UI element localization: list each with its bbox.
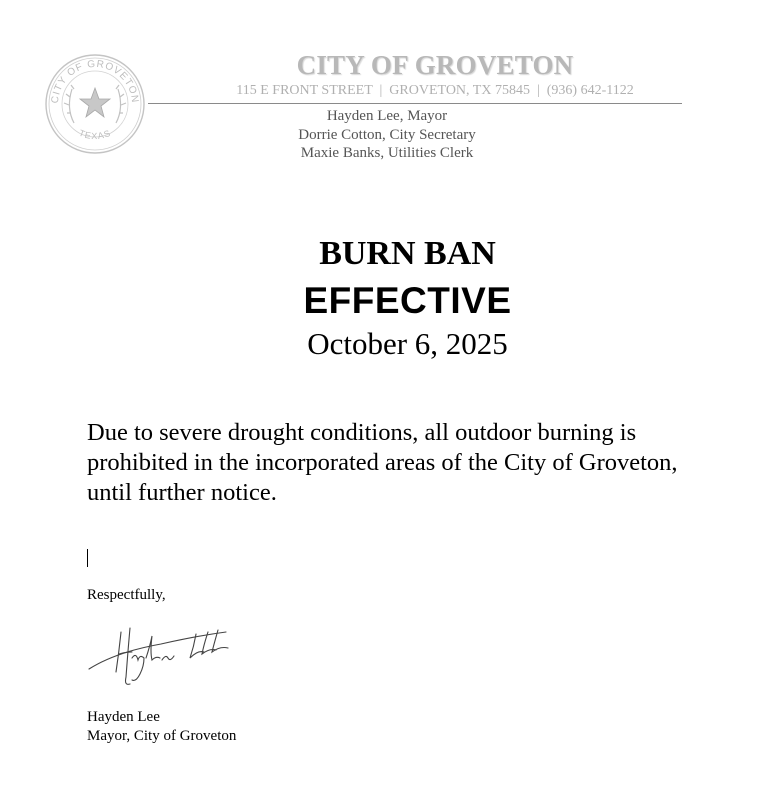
official-secretary: Dorrie Cotton, City Secretary <box>298 126 476 143</box>
notice-body: Due to severe drought conditions, all outdoor burning is prohibited in the incorporated areas of the City of Groveton, until further notice. <box>87 419 678 506</box>
closing-salutation: Respectfully, <box>87 587 166 603</box>
city-address: 115 E FRONT STREET | GROVETON, TX 75845 | (936) 642-1122 <box>236 83 634 98</box>
signature <box>86 622 236 687</box>
svg-text:TEXAS <box>77 128 112 141</box>
city-name-heading: CITY OF GROVETON <box>296 50 574 80</box>
officials-list <box>200 107 574 163</box>
official-clerk: Maxie Banks, Utilities Clerk <box>300 145 474 161</box>
official-mayor: Hayden Lee, Mayor <box>326 108 448 124</box>
signer-name: Hayden Lee <box>87 709 160 725</box>
text-cursor[interactable] <box>87 549 88 567</box>
signer-title: Mayor, City of Groveton <box>87 727 237 744</box>
notice-title: BURN BAN <box>319 235 496 272</box>
city-seal <box>44 53 146 155</box>
star-icon <box>80 88 110 117</box>
signer-block <box>87 708 236 745</box>
notice-effective: EFFECTIVE <box>303 280 512 321</box>
letterhead-divider <box>148 103 682 104</box>
seal-bottom-text: TEXAS <box>77 127 113 142</box>
seal-top-text: CITY OF GROVETON <box>49 58 141 104</box>
notice-date: October 6, 2025 <box>307 326 508 361</box>
